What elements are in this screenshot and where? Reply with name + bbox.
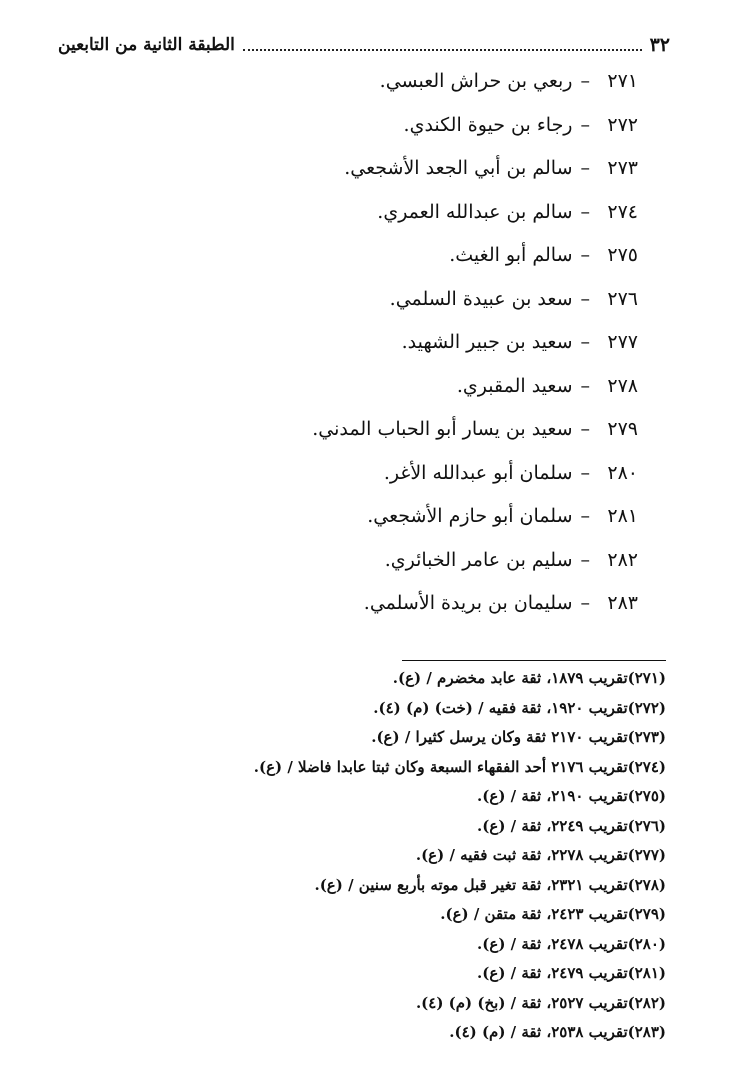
entry-number: ٢٨٠ [607, 461, 638, 484]
entry-number: ٢٧٤ [607, 200, 638, 223]
entry-name: ربعي بن حراش العبسي. [379, 70, 573, 92]
entry-dash: – [580, 244, 590, 266]
list-item [178, 147, 638, 191]
entry-name: سعيد المقبري. [456, 374, 573, 397]
footnote: (٢٨٠)تقريب ٢٤٧٨، ثقة / (ع). [477, 934, 666, 953]
entry-number: ٢٨٣ [607, 592, 638, 614]
footnotes [66, 664, 666, 1048]
list-item [178, 60, 638, 104]
entry-number: ٢٧٦ [607, 287, 638, 310]
entry-number: ٢٧٣ [607, 157, 638, 179]
entry-name: سعيد بن جبير الشهيد. [401, 331, 573, 353]
entry-name: سعد بن عبيدة السلمي. [389, 287, 573, 310]
footnote: (٢٧٩)تقريب ٢٤٢٣، ثقة متقن / (ع). [440, 905, 666, 923]
entry-number: ٢٧٢ [607, 113, 638, 136]
entry-dash: – [580, 505, 590, 527]
entry-dash: – [580, 70, 590, 92]
footnote: (٢٧٥)تقريب ٢١٩٠، ثقة / (ع). [477, 787, 666, 805]
entry-dash: – [580, 548, 590, 571]
footnote: (٢٧٢)تقريب ١٩٢٠، ثقة فقيه / (خت) (م) (٤). [373, 698, 666, 717]
entry-number: ٢٨٢ [607, 548, 638, 571]
list-item [178, 321, 638, 365]
entry-dash: – [580, 157, 590, 179]
entry-name: سلمان أبو عبدالله الأغر. [383, 461, 573, 484]
list-item [178, 104, 638, 148]
entry-dash: – [580, 374, 590, 397]
entry-name: سليمان بن بريدة الأسلمي. [363, 592, 573, 614]
list-item [178, 495, 638, 539]
list-item [178, 408, 638, 452]
list-item [178, 234, 638, 278]
entry-dash: – [580, 592, 590, 614]
list-item [178, 582, 638, 626]
entry-name: سليم بن عامر الخبائري. [384, 548, 573, 571]
entry-name: سالم أبو الغيث. [449, 244, 573, 266]
entry-number: ٢٧٩ [607, 418, 638, 440]
narrator-list [178, 60, 638, 626]
list-item [178, 278, 638, 322]
list-item [178, 452, 638, 496]
list-item [178, 365, 638, 409]
footnote: (٢٧٤)تقريب ٢١٧٦ أحد الفقهاء السبعة وكان ثبتا عابدا فاضلا / (ع). [253, 757, 666, 776]
footnote-separator [402, 660, 666, 661]
entry-name: رجاء بن حيوة الكندي. [403, 113, 573, 136]
entry-dash: – [580, 331, 590, 353]
entry-number: ٢٧١ [607, 70, 638, 92]
footnote: (٢٨٢)تقريب ٢٥٢٧، ثقة / (بخ) (م) (٤). [415, 993, 666, 1012]
entry-name: سلمان أبو حازم الأشجعي. [367, 505, 573, 527]
footnote: (٢٨١)تقريب ٢٤٧٩، ثقة / (ع). [477, 964, 666, 982]
entry-dash: – [580, 461, 590, 484]
entry-name: سعيد بن يسار أبو الحباب المدني. [312, 418, 573, 440]
entry-number: ٢٧٧ [607, 331, 638, 353]
running-title: الطبقة الثانية من التابعين [58, 35, 235, 55]
footnote: (٢٧٨)تقريب ٢٣٢١، ثقة تغير قبل موته بأربع سنين / (ع). [314, 875, 666, 894]
entry-dash: – [580, 418, 590, 440]
list-item [178, 191, 638, 235]
entry-number: ٢٧٨ [607, 374, 638, 397]
entry-number: ٢٧٥ [607, 244, 638, 266]
entry-name: سالم بن أبي الجعد الأشجعي. [344, 157, 573, 179]
entry-name: سالم بن عبدالله العمري. [377, 200, 573, 223]
entry-dash: – [580, 287, 590, 310]
page-header [58, 30, 670, 60]
entry-number: ٢٨١ [607, 505, 638, 527]
footnote: (٢٨٣)تقريب ٢٥٣٨، ثقة / (م) (٤). [449, 1023, 666, 1041]
footnote: (٢٧٣)تقريب ٢١٧٠ ثقة وكان يرسل كثيرا / (ع). [371, 728, 666, 746]
list-item [178, 539, 638, 583]
footnote: (٢٧١)تقريب ١٨٧٩، ثقة عابد مخضرم / (ع). [392, 669, 666, 687]
entry-dash: – [580, 200, 590, 223]
header-dotted-leader [243, 39, 642, 51]
footnote: (٢٧٦)تقريب ٢٢٤٩، ثقة / (ع). [477, 816, 666, 835]
footnote: (٢٧٧)تقريب ٢٢٧٨، ثقة ثبت فقيه / (ع). [415, 846, 666, 864]
page-number: ٣٢ [649, 34, 670, 56]
entry-dash: – [580, 113, 590, 136]
